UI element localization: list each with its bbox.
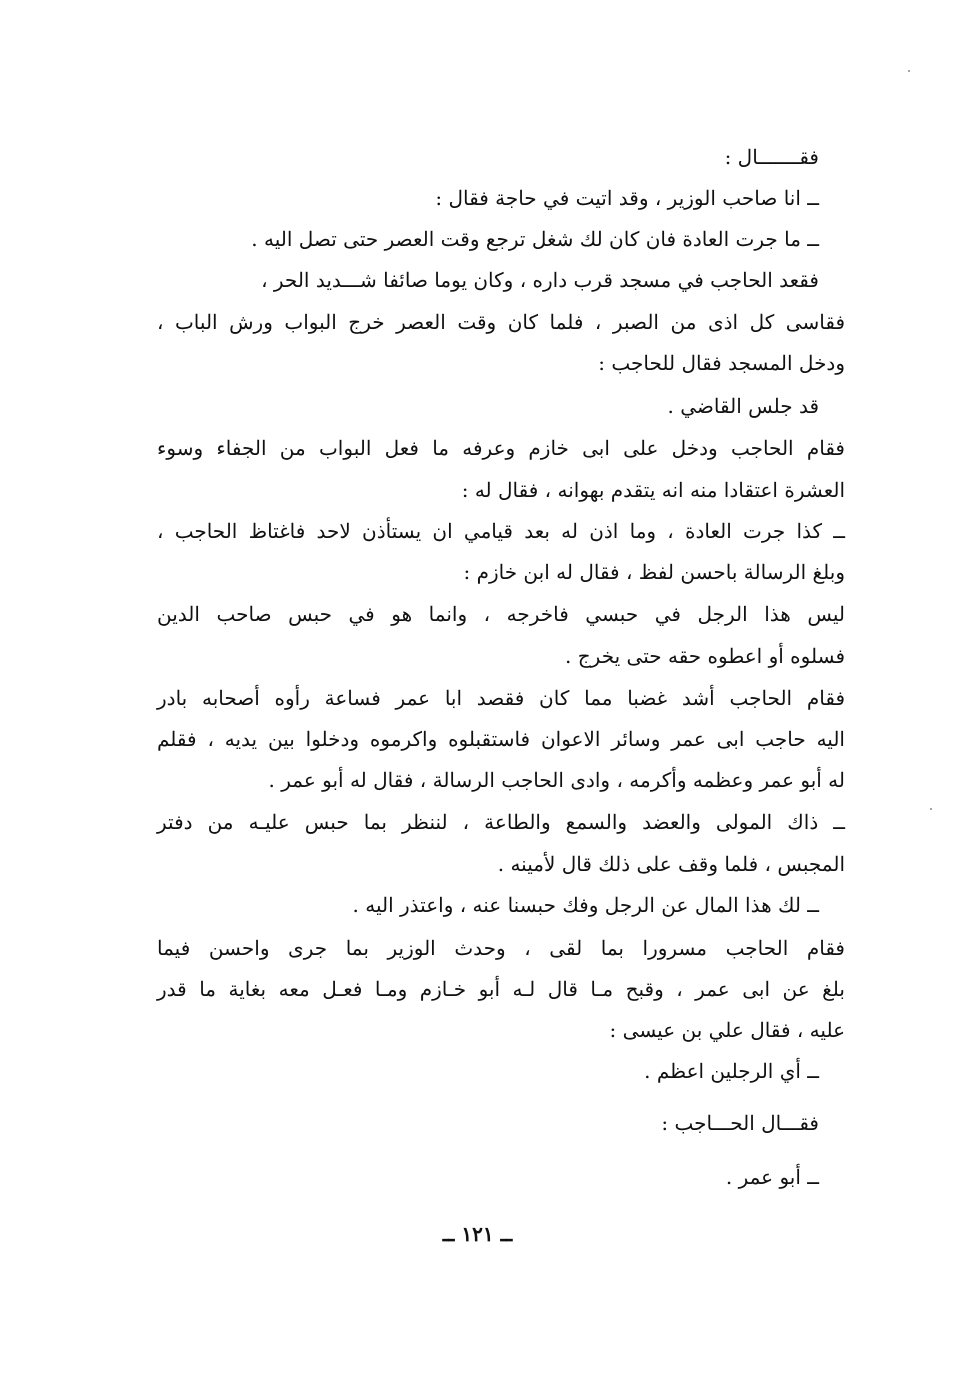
text-line: فقـــال الحـــاجب : [661, 1111, 819, 1135]
text-line: ــ كذا جرت العادة ، وما اذن له بعد قيامي ان يستأذن لاحد فاغتاظ الحاجب ، [157, 519, 845, 543]
text-line: فقـــــــال : [724, 145, 819, 169]
text-line: ــ أبو عمر . [725, 1165, 819, 1189]
text-line: ــ ذاك المولى والعضد والسمع والطاعة ، لننظر بما حبس عليـه من دفتر [157, 810, 845, 834]
text-line: ــ ما جرت العادة فان كان لك شغل ترجع وقت العصر حتى تصل اليه . [251, 227, 819, 251]
text-line: له أبو عمر وعظمه وأكرمه ، وادى الحاجب الرسالة ، فقال له أبو عمر . [268, 768, 845, 792]
text-line: العشرة اعتقادا منه انه يتقدم بهوانه ، فقال له : [461, 478, 845, 502]
text-line: فقام الحاجب ودخل على ابى خازم وعرفه ما فعل البواب من الجفاء وسوء [157, 436, 845, 460]
text-line: ليس هذا الرجل في حبسي فاخرجه ، وانما هو في حبس صاحب الدين [157, 602, 845, 626]
text-line: اليه حاجب ابى عمر وسائر الاعوان فاستقبلوه واكرموه ودخلوا بين يديه ، فقلم [157, 727, 845, 751]
text-line: قد جلس القاضي . [667, 394, 819, 418]
text-line: فقام الحاجب أشد غضبا مما كان فقصد ابا عمر فساعة رأوه أصحابه بادر [157, 686, 845, 710]
text-line: فقام الحاجب مسرورا بما لقى ، وحدث الوزير بما جرى واحسن فيما [157, 936, 845, 960]
text-line: ــ لك هذا المال عن الرجل وفك حبسنا عنه ، واعتذر اليه . [352, 893, 819, 917]
text-line: فسلوه أو اعطوه حقه حتى يخرج . [565, 644, 845, 668]
text-line: ــ انا صاحب الوزير ، وقد اتيت في حاجة فقال : [435, 186, 819, 210]
page-number: ــ ١٢١ ــ [442, 1222, 513, 1246]
text-line: وبلغ الرسالة باحسن لفظ ، فقال له ابن خازم : [463, 560, 845, 584]
scan-speck [930, 808, 932, 810]
text-line: بلغ عن ابى عمر ، وقبح مـا قال لـه أبو خـازم ومـا فعـل معه بغاية ما قدر [157, 977, 845, 1001]
text-line: ودخل المسجد فقال للحاجب : [598, 351, 845, 375]
text-line: عليه ، فقال علي بن عيسى : [609, 1018, 845, 1042]
scan-speck [908, 70, 910, 72]
text-line: المجبس ، فلما وقف على ذلك قال لأمينه . [497, 852, 845, 876]
text-line: فقعد الحاجب في مسجد قرب داره ، وكان يوما صائفا شـــديد الحر ، [261, 268, 819, 292]
text-line: فقاسى كل اذى من الصبر ، فلما كان وقت العصر خرج البواب ورش الباب ، [157, 310, 845, 334]
text-line: ــ أي الرجلين اعظم . [644, 1059, 819, 1083]
